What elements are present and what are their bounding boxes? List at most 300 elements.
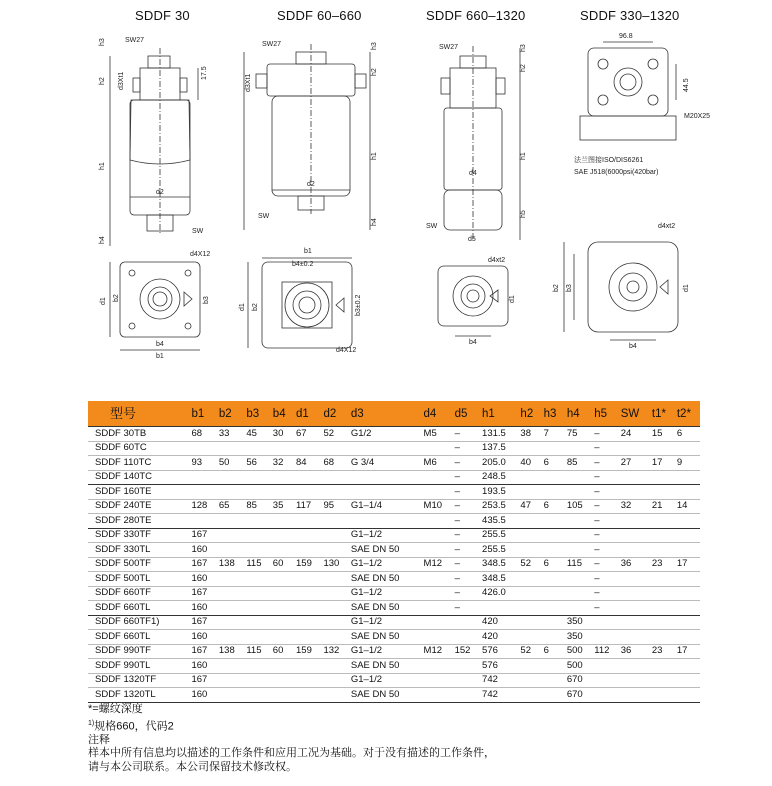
column-header: t2* [675, 401, 700, 427]
table-cell: 52 [518, 644, 541, 659]
table-row [88, 456, 700, 471]
table-body [88, 427, 700, 703]
table-cell: – [592, 456, 618, 471]
table-cell [244, 572, 270, 587]
table-cell: 348.5 [480, 557, 518, 572]
table-cell [650, 615, 675, 630]
table-cell: 47 [518, 499, 541, 514]
table-cell: 60 [271, 557, 294, 572]
column-header: SW [619, 401, 650, 427]
table-cell: 160 [189, 688, 216, 703]
table-cell: 65 [217, 499, 244, 514]
table-cell [565, 528, 592, 543]
table-cell: 255.5 [480, 528, 518, 543]
table-cell: – [453, 572, 480, 587]
table-cell [321, 470, 348, 485]
table-cell: – [592, 485, 618, 500]
table-cell [349, 514, 422, 529]
table-cell: 84 [294, 456, 321, 471]
table-row [88, 586, 700, 601]
table-cell: 138 [217, 644, 244, 659]
svg-text:h2: h2 [371, 68, 378, 76]
table-cell [619, 441, 650, 456]
svg-text:d2: d2 [307, 181, 315, 188]
table-cell [189, 514, 216, 529]
table-cell: 68 [321, 456, 348, 471]
title-sddf60-660: SDDF 60–660 [277, 8, 362, 23]
svg-text:b2: b2 [553, 284, 560, 292]
table-cell: 152 [453, 644, 480, 659]
table-cell: – [592, 499, 618, 514]
svg-text:b3: b3 [566, 284, 573, 292]
table-cell [565, 572, 592, 587]
table-cell [422, 441, 453, 456]
table-cell [542, 470, 565, 485]
table-cell [619, 485, 650, 500]
column-header: b2 [217, 401, 244, 427]
table-cell: 93 [189, 456, 216, 471]
svg-text:SW27: SW27 [262, 41, 282, 48]
svg-text:h3: h3 [99, 38, 106, 46]
table-cell: 350 [565, 615, 592, 630]
table-cell [422, 586, 453, 601]
table-cell: – [592, 514, 618, 529]
svg-text:SW: SW [192, 228, 204, 235]
table-cell [217, 514, 244, 529]
table-cell [453, 688, 480, 703]
table-cell [294, 514, 321, 529]
table-cell: 6 [542, 499, 565, 514]
table-cell [542, 659, 565, 674]
table-row [88, 499, 700, 514]
table-cell [650, 586, 675, 601]
table-cell: – [453, 528, 480, 543]
table-cell [675, 572, 700, 587]
table-cell: 115 [244, 644, 270, 659]
table-cell [217, 528, 244, 543]
svg-text:b1: b1 [156, 353, 164, 360]
table-cell: SDDF 330TF [88, 528, 189, 543]
table-cell: 60 [271, 644, 294, 659]
table-cell [321, 485, 348, 500]
table-cell: M5 [422, 427, 453, 442]
table-cell: 27 [619, 456, 650, 471]
svg-text:b4: b4 [156, 341, 164, 348]
svg-text:h1: h1 [371, 152, 378, 160]
table-cell: 105 [565, 499, 592, 514]
table-cell [271, 659, 294, 674]
table-cell: 115 [565, 557, 592, 572]
table-cell [542, 528, 565, 543]
column-header: d1 [294, 401, 321, 427]
table-cell [294, 543, 321, 558]
table-cell: 193.5 [480, 485, 518, 500]
table-cell: – [453, 441, 480, 456]
table-cell [518, 601, 541, 616]
table-cell [650, 659, 675, 674]
table-cell [542, 441, 565, 456]
note-body-2: 请与本公司联系。本公司保留技术修改权。 [88, 760, 297, 773]
table-cell [619, 528, 650, 543]
table-cell [518, 543, 541, 558]
table-cell [542, 514, 565, 529]
table-cell [422, 615, 453, 630]
table-cell: 17 [675, 557, 700, 572]
table-cell [217, 572, 244, 587]
table-cell: 75 [565, 427, 592, 442]
table-cell: – [453, 586, 480, 601]
table-cell: 32 [271, 456, 294, 471]
table-cell [217, 673, 244, 688]
table-cell: 132 [321, 644, 348, 659]
table-cell [321, 586, 348, 601]
table-cell: – [453, 485, 480, 500]
table-cell [565, 441, 592, 456]
note-heading: 注释 [88, 733, 110, 746]
table-cell [480, 601, 518, 616]
table-cell [271, 615, 294, 630]
table-cell [244, 528, 270, 543]
svg-text:SW27: SW27 [439, 44, 459, 51]
svg-text:d3Xt1: d3Xt1 [245, 73, 252, 92]
table-cell [675, 528, 700, 543]
table-cell [294, 572, 321, 587]
table-row [88, 528, 700, 543]
table-cell [565, 601, 592, 616]
table-cell: 115 [244, 557, 270, 572]
table-cell: 95 [321, 499, 348, 514]
svg-text:b1: b1 [304, 248, 312, 255]
table-cell [244, 659, 270, 674]
table-cell [542, 586, 565, 601]
table-cell [294, 659, 321, 674]
table-cell: – [592, 543, 618, 558]
table-cell: 21 [650, 499, 675, 514]
table-cell: – [453, 514, 480, 529]
svg-text:h4: h4 [371, 218, 378, 226]
table-cell: 670 [565, 688, 592, 703]
table-cell [244, 630, 270, 645]
table-cell: – [592, 601, 618, 616]
table-cell: 33 [217, 427, 244, 442]
table-cell [518, 485, 541, 500]
table-cell [619, 688, 650, 703]
table-cell: 350 [565, 630, 592, 645]
table-cell: G1–1/2 [349, 615, 422, 630]
table-cell [518, 630, 541, 645]
column-header: d4 [422, 401, 453, 427]
table-cell [675, 441, 700, 456]
table-cell [189, 470, 216, 485]
table-cell [542, 601, 565, 616]
table-row [88, 543, 700, 558]
table-cell [321, 543, 348, 558]
table-cell [518, 514, 541, 529]
table-cell: 167 [189, 644, 216, 659]
table-cell [542, 630, 565, 645]
table-cell: 17 [650, 456, 675, 471]
table-cell: 160 [189, 630, 216, 645]
table-cell [518, 673, 541, 688]
table-cell [619, 572, 650, 587]
table-cell [294, 601, 321, 616]
table-row [88, 615, 700, 630]
table-cell [321, 615, 348, 630]
table-cell: 45 [244, 427, 270, 442]
table-cell [650, 470, 675, 485]
table-cell [518, 572, 541, 587]
table-cell [422, 514, 453, 529]
table-cell [321, 441, 348, 456]
table-cell [518, 615, 541, 630]
svg-text:96.8: 96.8 [619, 33, 633, 40]
table-cell [619, 470, 650, 485]
table-cell [349, 441, 422, 456]
column-header: t1* [650, 401, 675, 427]
table-cell: 15 [650, 427, 675, 442]
table-cell [650, 528, 675, 543]
table-cell: 6 [542, 644, 565, 659]
table-cell [542, 688, 565, 703]
table-cell [453, 659, 480, 674]
table-cell: 420 [480, 615, 518, 630]
table-cell [294, 586, 321, 601]
table-cell [422, 572, 453, 587]
column-header: b3 [244, 401, 270, 427]
table-cell: SDDF 160TE [88, 485, 189, 500]
svg-text:d4xt2: d4xt2 [488, 257, 506, 264]
table-cell [619, 543, 650, 558]
table-cell [244, 673, 270, 688]
title-sddf30: SDDF 30 [135, 8, 190, 23]
table-cell [650, 441, 675, 456]
table-cell [542, 572, 565, 587]
table-cell [675, 615, 700, 630]
table-cell: 137.5 [480, 441, 518, 456]
table-cell: SDDF 990TL [88, 659, 189, 674]
table-cell [217, 630, 244, 645]
table-cell: – [453, 456, 480, 471]
table-cell: 85 [244, 499, 270, 514]
table-cell [321, 514, 348, 529]
svg-text:d3Xt1: d3Xt1 [118, 71, 125, 90]
table-cell: M10 [422, 499, 453, 514]
svg-text:b4: b4 [629, 343, 637, 350]
table-cell [271, 673, 294, 688]
table-cell [244, 615, 270, 630]
table-cell: 117 [294, 499, 321, 514]
table-cell: SDDF 1320TL [88, 688, 189, 703]
table-cell [321, 601, 348, 616]
svg-text:b2: b2 [252, 303, 259, 311]
table-cell [650, 514, 675, 529]
table-cell: 742 [480, 673, 518, 688]
title-sddf660-1320: SDDF 660–1320 [426, 8, 526, 23]
table-cell [542, 673, 565, 688]
table-cell [650, 543, 675, 558]
table-cell: 670 [565, 673, 592, 688]
table-cell [349, 485, 422, 500]
table-cell [244, 441, 270, 456]
table-cell: 576 [480, 659, 518, 674]
drawing-sddf660-top [438, 266, 508, 336]
table-cell [271, 586, 294, 601]
table-cell: 40 [518, 456, 541, 471]
table-cell: – [592, 470, 618, 485]
table-cell: – [453, 470, 480, 485]
table-cell [518, 528, 541, 543]
table-cell: SDDF 660TF1) [88, 615, 189, 630]
table-row [88, 673, 700, 688]
table-cell [217, 601, 244, 616]
table-cell: G1–1/2 [349, 557, 422, 572]
table-cell [422, 485, 453, 500]
column-header: d2 [321, 401, 348, 427]
table-cell [271, 572, 294, 587]
table-cell [217, 688, 244, 703]
table-cell [422, 673, 453, 688]
table-cell: 23 [650, 557, 675, 572]
table-row [88, 557, 700, 572]
table-cell [518, 586, 541, 601]
table-cell: 253.5 [480, 499, 518, 514]
table-row [88, 470, 700, 485]
table-cell [244, 586, 270, 601]
table-row [88, 441, 700, 456]
table-cell: 742 [480, 688, 518, 703]
table-cell [675, 630, 700, 645]
table-cell: 7 [542, 427, 565, 442]
table-cell [675, 543, 700, 558]
note-thread-depth: *=螺纹深度 [88, 703, 143, 715]
table-cell [294, 485, 321, 500]
table-cell [592, 659, 618, 674]
table-cell [619, 659, 650, 674]
table-cell [422, 470, 453, 485]
table-cell [650, 485, 675, 500]
table-cell [422, 688, 453, 703]
table-cell: 167 [189, 557, 216, 572]
table-cell [675, 601, 700, 616]
table-cell: 112 [592, 644, 618, 659]
svg-text:d4: d4 [469, 170, 477, 177]
table-cell [217, 470, 244, 485]
table-cell: – [592, 528, 618, 543]
column-header: h3 [542, 401, 565, 427]
table-cell [565, 485, 592, 500]
table-cell [650, 601, 675, 616]
svg-text:b3±0.2: b3±0.2 [355, 294, 362, 316]
svg-text:M20X25: M20X25 [684, 113, 711, 120]
table-cell [217, 543, 244, 558]
table-cell: SAE DN 50 [349, 543, 422, 558]
table-cell [650, 630, 675, 645]
table-cell [349, 470, 422, 485]
table-cell [542, 485, 565, 500]
table-cell [422, 601, 453, 616]
table-cell: 131.5 [480, 427, 518, 442]
table-cell [271, 528, 294, 543]
table-cell [271, 514, 294, 529]
table-cell [592, 673, 618, 688]
table-cell: 6 [542, 456, 565, 471]
table-cell [565, 470, 592, 485]
table-row [88, 630, 700, 645]
drawing-sddf330-top [564, 242, 678, 340]
table-cell: 56 [244, 456, 270, 471]
table-cell [321, 688, 348, 703]
table-cell [422, 659, 453, 674]
table-cell: 167 [189, 615, 216, 630]
table-cell: 500 [565, 644, 592, 659]
table-cell [294, 673, 321, 688]
table-cell: 6 [542, 557, 565, 572]
table-cell: 160 [189, 543, 216, 558]
table-cell: 30 [271, 427, 294, 442]
table-cell: G1–1/2 [349, 673, 422, 688]
table-cell: 32 [619, 499, 650, 514]
table-cell: 167 [189, 528, 216, 543]
svg-text:h4: h4 [99, 236, 106, 244]
column-header: h5 [592, 401, 618, 427]
table-cell: M12 [422, 644, 453, 659]
table-cell: SDDF 990TF [88, 644, 189, 659]
table-cell [294, 630, 321, 645]
table-cell [592, 688, 618, 703]
table-cell: 160 [189, 572, 216, 587]
table-cell: SDDF 660TL [88, 601, 189, 616]
table-cell [453, 630, 480, 645]
table-cell [592, 615, 618, 630]
table-cell [422, 630, 453, 645]
svg-text:44.5: 44.5 [683, 78, 690, 92]
table-cell [650, 673, 675, 688]
table-cell [675, 688, 700, 703]
table-row [88, 514, 700, 529]
table-cell [271, 470, 294, 485]
table-cell: 36 [619, 557, 650, 572]
table-cell: – [453, 543, 480, 558]
table-cell [271, 441, 294, 456]
table-cell: G1–1/4 [349, 499, 422, 514]
table-cell [592, 630, 618, 645]
table-cell [244, 514, 270, 529]
svg-text:d4X12: d4X12 [336, 347, 357, 354]
table-cell [422, 528, 453, 543]
table-cell [217, 485, 244, 500]
table-cell: 435.5 [480, 514, 518, 529]
table-cell [675, 673, 700, 688]
column-header: d3 [349, 401, 422, 427]
table-cell [271, 688, 294, 703]
drawing-sddf660-side [441, 46, 520, 240]
column-header: h1 [480, 401, 518, 427]
svg-text:d1: d1 [509, 295, 516, 303]
table-cell: G1/2 [349, 427, 422, 442]
table-cell: SDDF 660TL [88, 630, 189, 645]
svg-text:h3: h3 [520, 44, 527, 52]
table-row [88, 601, 700, 616]
table-cell [453, 615, 480, 630]
table-row [88, 485, 700, 500]
svg-text:SW: SW [426, 223, 438, 230]
table-cell: SAE DN 50 [349, 572, 422, 587]
table-cell: M6 [422, 456, 453, 471]
table-cell: 6 [675, 427, 700, 442]
table-cell: 420 [480, 630, 518, 645]
table-cell: – [453, 499, 480, 514]
table-cell: 38 [518, 427, 541, 442]
